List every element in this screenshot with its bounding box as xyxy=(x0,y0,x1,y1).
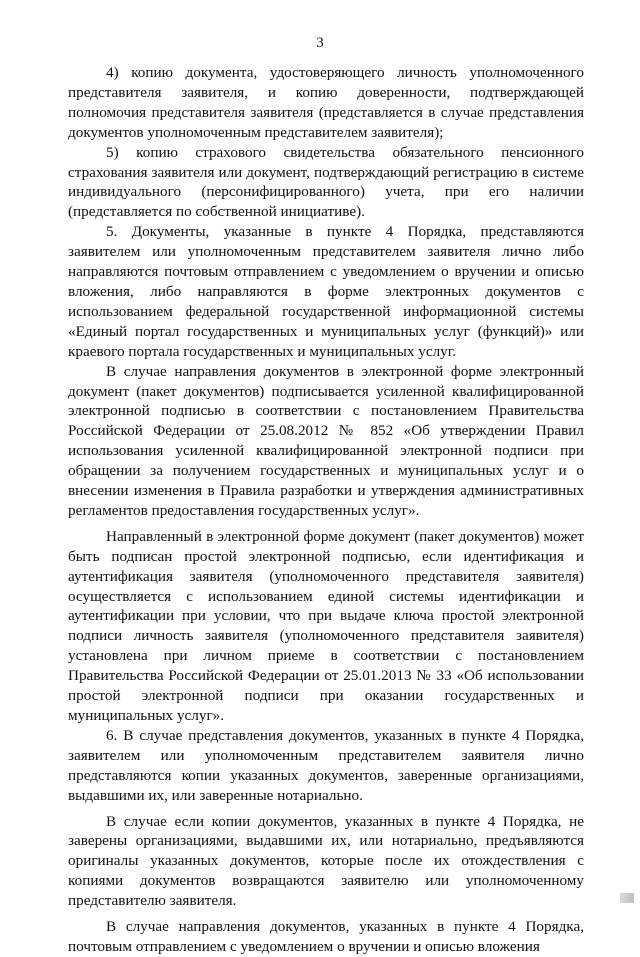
page-number: 3 xyxy=(316,35,324,51)
paragraph-originals: В случае если копии документов, указанных в пункте 4 Порядка, не заверены организациями, выдавшими их, или нотариально, предъявляются оригиналы указанных документов, которые после их отождествления с копиями документов возвращаются заявителю или уполномоченному представителю заявителя. xyxy=(68,812,584,910)
document-body xyxy=(68,63,584,957)
paragraph-electronic-signature-qualified: В случае направления документов в электронной форме электронный документ (пакет документов) подписывается усиленной квалифицированной электронной подписью в соответствии с постановлением Правительства Российской Федерации от 25.08.2012 № 852 «Об утверждении Правил использования усиленной квалифицированной электронной подписи при обращении за получением государственных и муниципальных услуг и о внесении изменения в Правила разработки и утверждения административных регламентов предоставления государственных услуг». xyxy=(68,362,584,519)
paragraph-postal-submission: В случае направления документов, указанных в пункте 4 Порядка, почтовым отправлением с уведомлением о вручении и описью вложения xyxy=(68,918,584,955)
scan-edge-mark xyxy=(620,893,634,903)
paragraph-section-6-copies: 6. В случае представления документов, указанных в пункте 4 Порядка, заявителем или уполномоченным представителем заявителя лично представляются копии указанных документов, заверенные организациями, выдавшими их, или заверенные нотариально. xyxy=(68,726,584,804)
paragraph-electronic-signature-simple: Направленный в электронной форме документ (пакет документов) может быть подписан простой электронной подписью, если идентификация и аутентификация заявителя (уполномоченного представителя заявителя) осуществляется с использованием единой системы идентификации и аутентификации при условии, что при выдаче ключа простой электронной подписи личность заявителя (уполномоченного представителя заявителя) установлена при личном приеме в соответствии с постановлением Правительства Российской Федерации от 25.01.2013 № 33 «Об использовании простой электронной подписи при оказании государственных и муниципальных услуг». xyxy=(68,527,584,724)
paragraph-item-5-pension-certificate: 5) копию страхового свидетельства обязательного пенсионного страхования заявителя или документ, подтверждающий регистрацию в системе индивидуального (персонифицированного) учета, при его наличии (представляется по собственной инициативе). xyxy=(68,143,584,221)
paragraph-section-5-submission: 5. Документы, указанные в пункте 4 Порядка, представляются заявителем или уполномоченным представителем заявителя лично либо направляются почтовым отправлением с уведомлением о вручении и описью вложения, либо направляются в форме электронных документов с использованием федеральной государственной информационной системы «Единый портал государственных и муниципальных услуг (функций)» или краевого портала государственных и муниципальных услуг. xyxy=(68,223,584,360)
paragraph-item-4-passport: 4) копию документа, удостоверяющего личность уполномоченного представителя заявителя, и копию доверенности, подтверждающей полномочия представителя заявителя (представляется в случае представления документов уполномоченным представителем заявителя); xyxy=(68,64,584,141)
